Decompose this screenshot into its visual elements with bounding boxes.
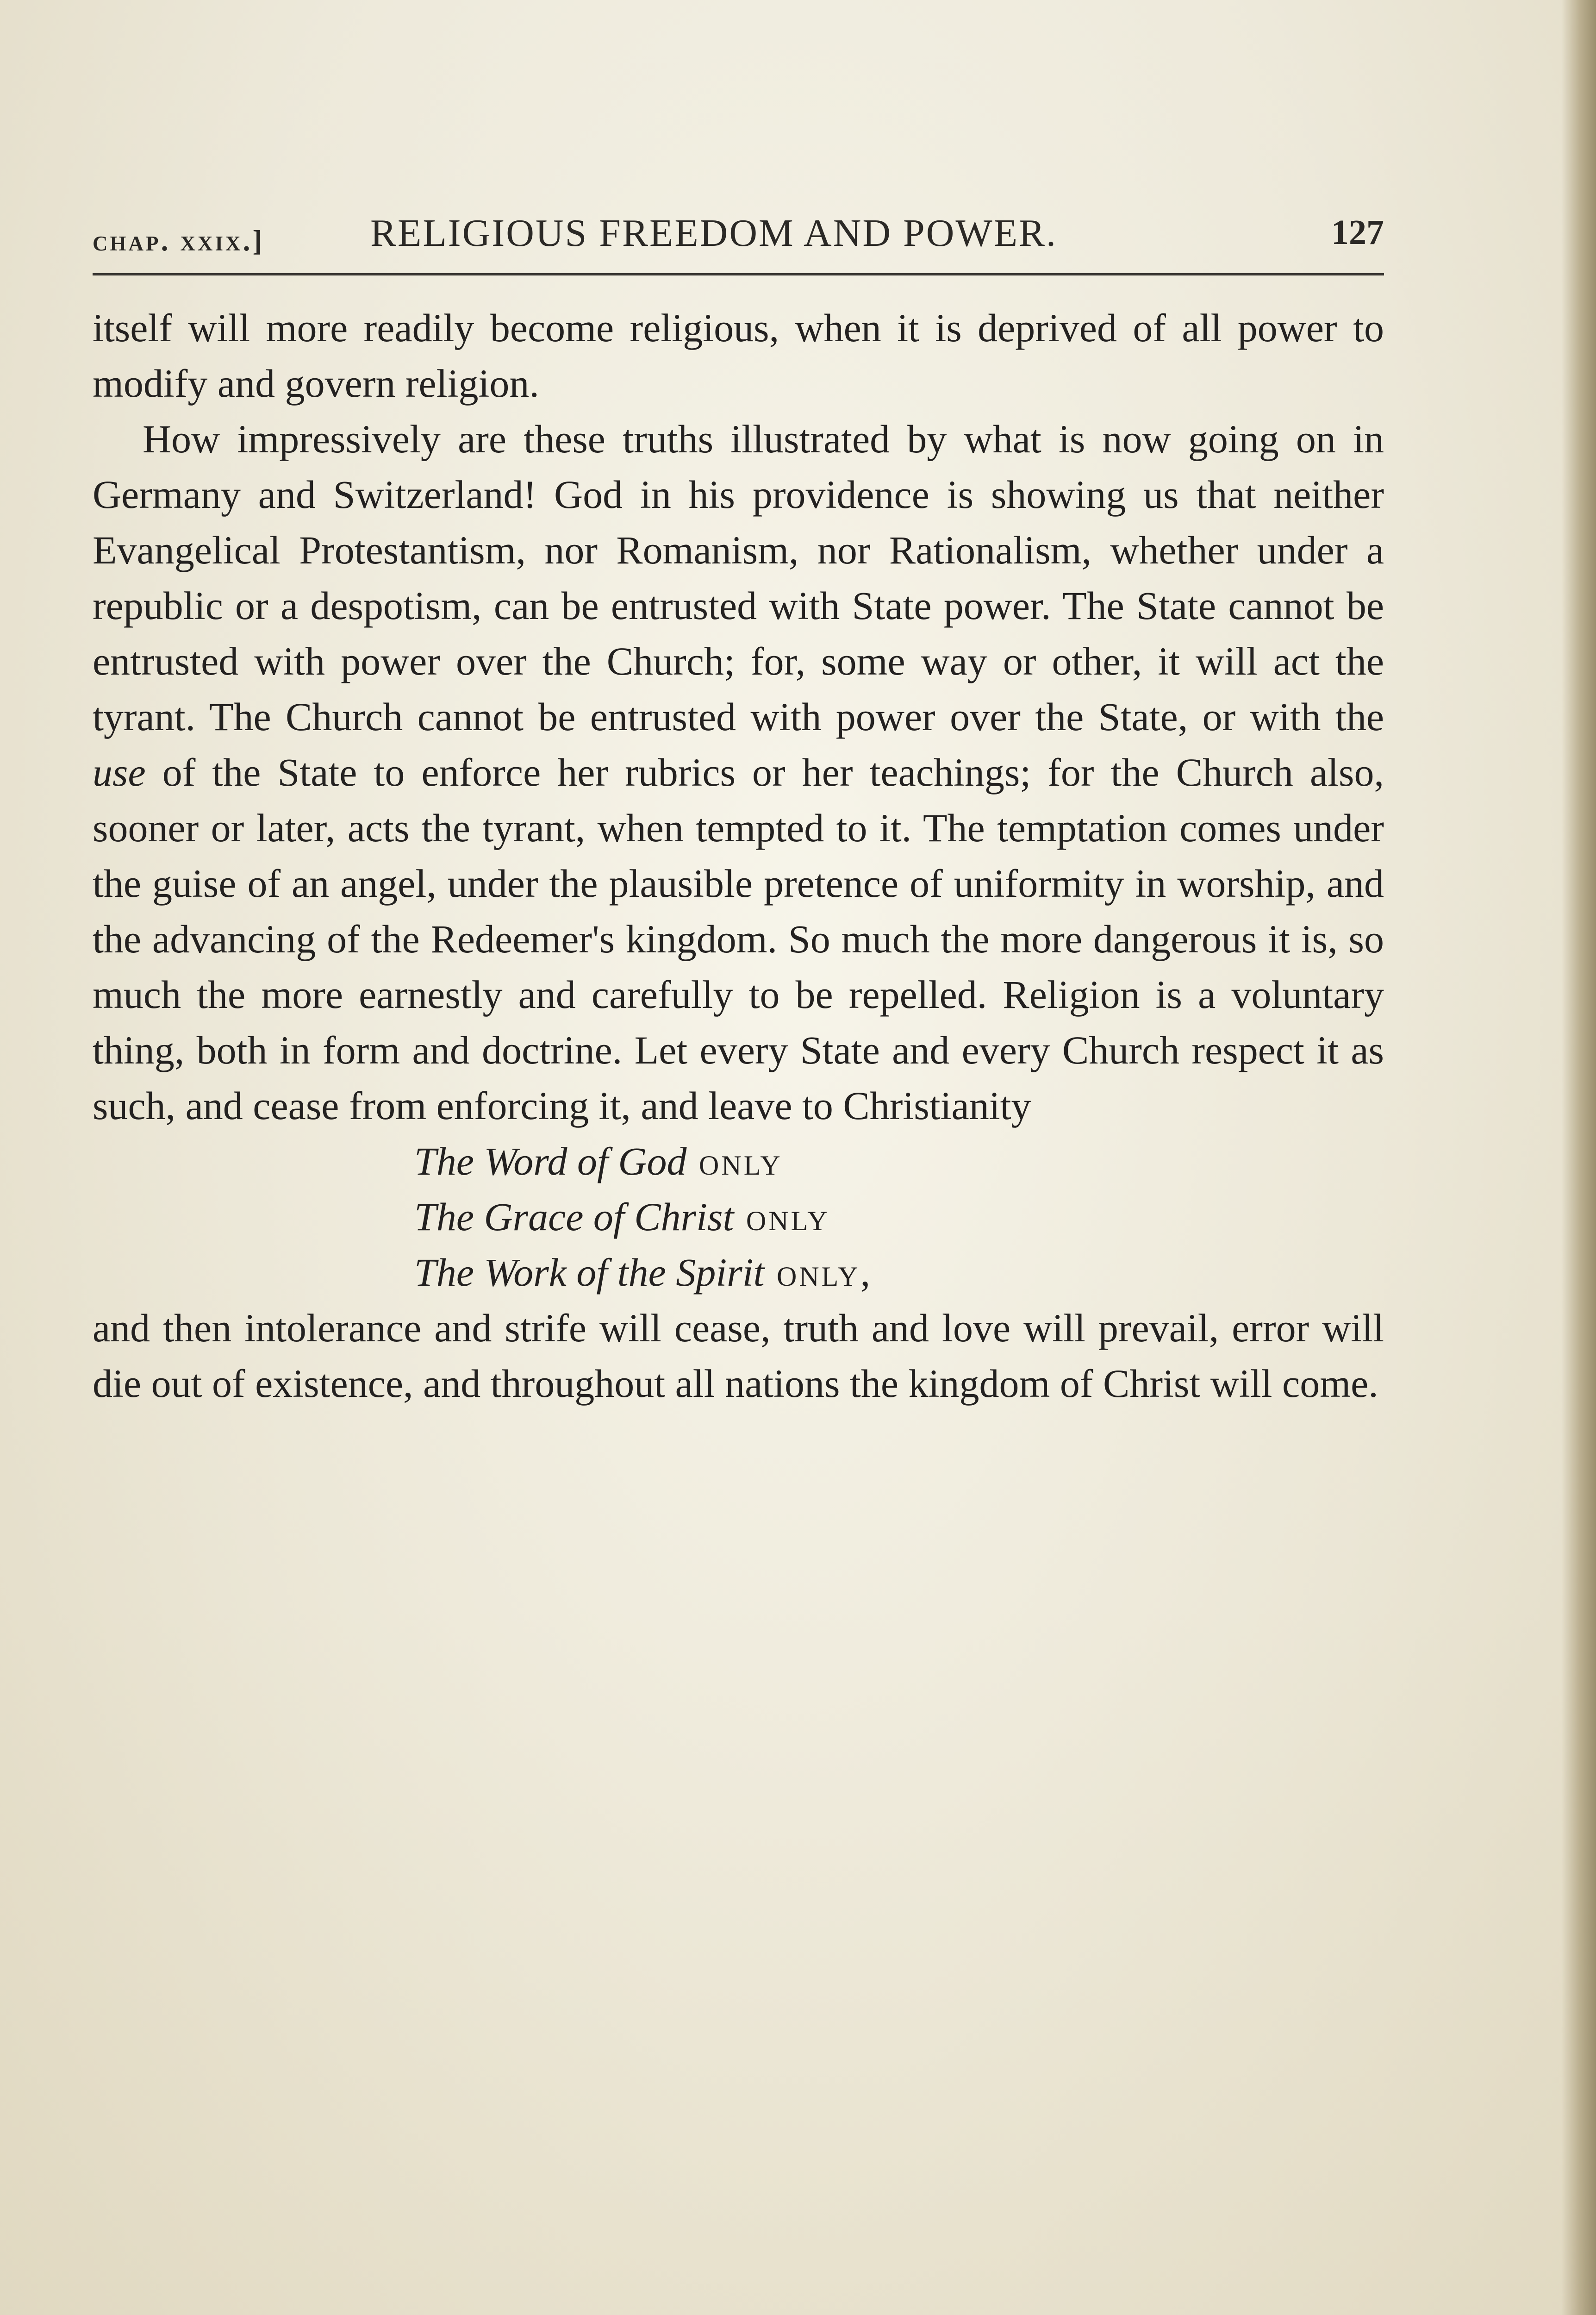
verse-italic: The Grace of Christ xyxy=(414,1195,734,1239)
body-text xyxy=(93,300,1384,1411)
running-title: RELIGIOUS FREEDOM AND POWER. xyxy=(370,212,1058,255)
verse-caps: only xyxy=(734,1195,830,1239)
verse-italic: The Word of God xyxy=(414,1139,687,1183)
paragraph-1: itself will more readily become religious, when it is deprived of all power to modify and govern religion. xyxy=(93,306,1384,406)
verse-line xyxy=(414,1133,1384,1189)
verse-italic: The Work of the Spirit xyxy=(414,1250,765,1295)
verse-caps: only, xyxy=(764,1250,873,1295)
paragraph-2-text-b: of the State to enforce her rubrics or her teachings; for the Church also, sooner or later, acts the tyrant, when tempted to it. The temptation comes under the guise of an angel, under the plausible pretence of uniformity in worship, and the advancing of the Redeemer's kingdom. So much the more dangerous it is, so much the more earnestly and carefully to be repelled. Religion is a voluntary thing, both in form and doctrine. Let every State and every Church respect it as such, and cease from enforcing it, and leave to Christianity xyxy=(93,750,1384,1128)
paragraph-3: and then intolerance and strife will cease, truth and love will prevail, error will die out of existence, and throughout all nations the kingdom of Christ will come. xyxy=(93,1306,1384,1406)
paragraph-2-text-a: How impressively are these truths illustrated by what is now going on in Germany and Switzerland! God in his providence is showing us that neither Evangelical Protestantism, nor Romanism, nor Rationalism, whether under a republic or a despotism, can be entrusted with State power. The State cannot be entrusted with power over the Church; for, some way or other, it will act the tyrant. The Church cannot be entrusted with power over the State, or with the xyxy=(93,417,1384,739)
verse-line xyxy=(414,1245,1384,1300)
paragraph-2-emphasis: use xyxy=(93,750,146,795)
verse-caps: only xyxy=(686,1139,783,1183)
page-edge-shadow xyxy=(1561,0,1596,2315)
running-head xyxy=(93,211,1384,262)
header-rule xyxy=(93,273,1384,275)
paragraph-2 xyxy=(93,411,1384,1133)
verse-line xyxy=(414,1189,1384,1245)
chapter-label: chap. xxix.] xyxy=(93,224,265,257)
verse-block xyxy=(93,1133,1384,1300)
page-number: 127 xyxy=(1331,213,1384,252)
